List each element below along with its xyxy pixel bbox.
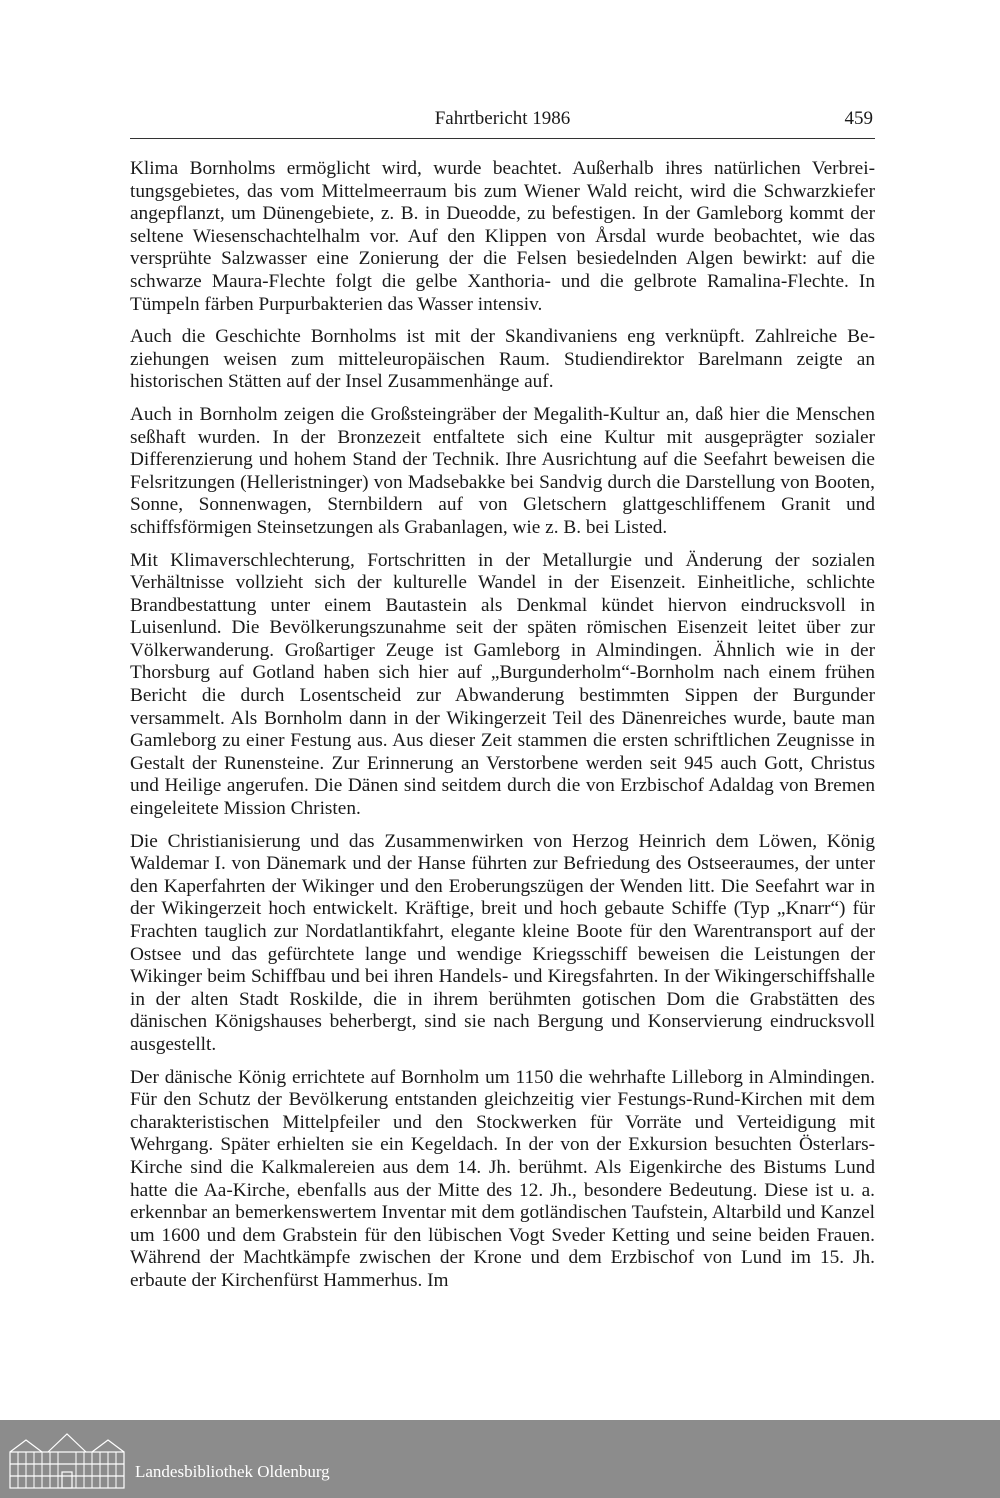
library-footer-bar (0, 1420, 1000, 1498)
paragraph: Auch die Geschichte Bornholms ist mit der Skandivaniens eng verknüpft. Zahlreiche Beziehungen weisen zum mitteleuropäischen Raum. Studiendirektor Barelmann zeigte an historischen Stätten auf der Insel Zusammenhänge auf. (130, 326, 875, 393)
library-building-icon (8, 1430, 126, 1494)
paragraph: Mit Klimaverschlechterung, Fortschritten in der Metallurgie und Änderung der sozialen Verhältnisse vollzieht sich der kulturelle Wandel in der Eisenzeit. Einheitliche, schlichte Brandbestattung unter einem Bautastein als Denkmal kündet hiervon eindrucksvoll in Luisenlund. Die Bevölkerungszunahme seit der späten römischen Eisenzeit leitet über zur Völkerwanderung. Großartiger Zeuge ist Gamleborg in Almindingen. Ähnlich wie in der Thorsburg auf Gotland haben sich hier auf „Burgunderholm“-Bornholm nach einem frühen Bericht die durch Losentscheid zur Abwanderung bestimmten Sippen der Burgunder versammelt. Als Bornholm dann in der Wikingerzeit Teil des Dänenreiches wurde, baute man Gamleborg zu einer Festung aus. Aus dieser Zeit stammen die ersten schriftlichen Zeugnisse in Gestalt der Runensteine. Zur Erinnerung an Verstorbene werden seit 945 auch Gott, Christus und Heilige angerufen. Die Dänen sind seitdem durch die von Erzbischof Adaldag von Bremen eingeleitete Mission Christen. (130, 549, 875, 820)
running-header (130, 108, 875, 139)
header-title: Fahrtbericht 1986 (434, 108, 571, 129)
paragraph: Klima Bornholms ermöglicht wird, wurde beachtet. Außerhalb ihres natürlichen Verbreitungsgebietes, das vom Mittelmeerraum bis zum Wiener Wald reicht, wird die Schwarzkiefer angepflanzt, um Dünengebiete, z. B. in Dueodde, zu befestigen. In der Gamleborg kommt der seltene Wiesenschachtelhalm vor. Auf den Klippen von Årsdal wurde beobachtet, wie das versprühte Salzwasser eine Zonierung der die Felsen besiedelnden Algen bewirkt: auf die schwarze Maura-Flechte folgt die gelbe Xanthoria- und die gelbrote Ramalina-Flechte. In Tümpeln färben Purpurbakterien das Wasser intensiv. (130, 158, 875, 315)
paragraph: Auch in Bornholm zeigen die Großsteingräber der Megalith-Kultur an, daß hier die Menschen seßhaft wurden. In der Bronzezeit entfaltete sich eine Kultur mit ausgeprägter sozialer Differenzierung und hohem Stand der Technik. Ihre Ausrichtung auf die Seefahrt beweisen die Felsritzungen (Helleristninger) von Madsebakke bei Sandvig durch die Darstellung von Booten, Sonne, Sonnenwagen, Sternbildern auf von Gletschern glattgeschliffenem Granit und schiffsförmigen Steinsetzungen als Grabanlagen, wie z. B. bei Listed. (130, 403, 875, 538)
paragraph: Die Christianisierung und das Zusammenwirken von Herzog Heinrich dem Löwen, König Waldemar I. von Dänemark und der Hanse führten zur Befriedung des Ostseeraumes, der unter den Kaperfahrten der Wikinger und den Eroberungszügen der Wenden litt. Die Seefahrt war in der Wikingerzeit hoch entwickelt. Kräftige, breit und hoch gebaute Schiffe (Typ „Knarr“) für Frachten tauglich zur Nordatlantikfahrt, elegante kleine Boote für den Warentransport auf der Ostsee und das gefürchtete lange und wendige Kriegsschiff beweisen die Leistungen der Wikinger beim Schiffbau und bei ihren Handels- und Kiregsfahrten. In der Wikingerschiffshalle in der alten Stadt Roskilde, die in ihrem berühmten gotischen Dom die Grabstätten des dänischen Königshauses beherbergt, sind sie nach Bergung und Konservierung eindrucksvoll ausgestellt. (130, 830, 875, 1055)
paragraph: Der dänische König errichtete auf Bornholm um 1150 die wehrhafte Lilleborg in Almindingen. Für den Schutz der Bevölkerung entstanden gleichzeitig vier Festungs-Rund-Kirchen mit dem charakteristischen Mittelpfeiler und den Stockwerken für Vorräte und Verteidigung mit Wehrgang. Später erhielten sie ein Kegeldach. In der von der Exkursion besuchten Österlars-Kirche sind die Kalkmalereien aus dem 14. Jh. berühmt. Als Eigenkirche des Bistums Lund hatte die Aa-Kirche, ebenfalls aus der Mitte des 12. Jh., besondere Bedeutung. Diese ist u. a. erkennbar an bemerkenswertem Inventar mit dem gotländischen Taufstein, Altarbild und Kanzel um 1600 und dem Grabstein für den lübischen Vogt Sveder Ketting und seine beiden Frauen. Während der Machtkämpfe zwischen der Krone und dem Erzbischof von Lund im 15. Jh. erbaute der Kirchenfürst Hammerhus. Im (130, 1066, 875, 1291)
body-text (130, 158, 875, 1303)
page-number: 459 (844, 108, 873, 129)
library-name: Landesbibliothek Oldenburg (135, 1462, 330, 1481)
